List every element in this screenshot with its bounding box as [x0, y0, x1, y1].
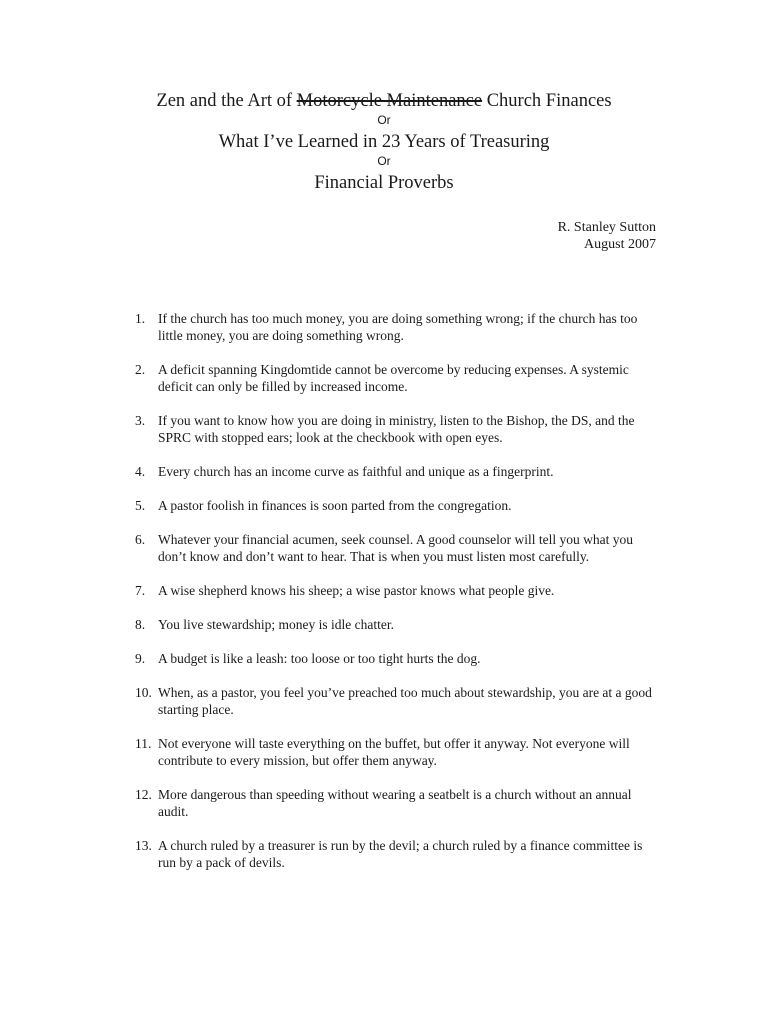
- item-text: More dangerous than speeding without wearing a seatbelt is a church without an annual audit.: [158, 787, 632, 819]
- item-text: A deficit spanning Kingdomtide cannot be overcome by reducing expenses. A systemic deficit can only be filled by increased income.: [158, 362, 629, 394]
- item-number: 8.: [135, 617, 146, 632]
- item-number: 10.: [135, 685, 152, 700]
- item-number: 11.: [135, 736, 152, 751]
- author-name: R. Stanley Sutton: [557, 220, 656, 235]
- byline: [558, 219, 656, 253]
- item-text: A pastor foolish in finances is soon parted from the congregation.: [158, 498, 512, 513]
- item-number: 9.: [135, 651, 146, 666]
- item-number: 7.: [135, 583, 146, 598]
- list-item: [135, 786, 655, 820]
- list-item: [135, 531, 655, 565]
- title-line-2: What I’ve Learned in 23 Years of Treasuring: [218, 132, 550, 152]
- item-text: A church ruled by a treasurer is run by the devil; a church ruled by a finance committee is run by a pack of devils.: [158, 838, 643, 870]
- item-text: A wise shepherd knows his sheep; a wise pastor knows what people give.: [158, 583, 555, 598]
- item-text: Whatever your financial acumen, seek counsel. A good counselor will tell you what you don’t know and don’t want to hear. That is when you must listen most carefully.: [158, 532, 633, 564]
- list-item: [135, 735, 655, 769]
- item-text: A budget is like a leash: too loose or too tight hurts the dog.: [158, 651, 481, 666]
- item-number: 12.: [135, 787, 152, 802]
- item-number: 2.: [135, 362, 146, 377]
- list-item: [135, 412, 655, 446]
- item-number: 13.: [135, 838, 152, 853]
- item-number: 4.: [135, 464, 146, 479]
- list-item: [135, 650, 655, 667]
- list-item: [135, 310, 655, 344]
- item-number: 5.: [135, 498, 146, 513]
- list-item: [135, 463, 655, 480]
- item-text: Every church has an income curve as faithful and unique as a fingerprint.: [158, 464, 554, 479]
- item-number: 3.: [135, 413, 146, 428]
- list-item: [135, 582, 655, 599]
- item-text: If you want to know how you are doing in ministry, listen to the Bishop, the DS, and the SPRC with stopped ears; look at the checkbook with open eyes.: [158, 413, 635, 445]
- list-item: [135, 616, 655, 633]
- title-block: [0, 90, 768, 194]
- struck-phrase: Motorcycle Maintenance: [296, 91, 483, 111]
- or-separator-2: Or: [377, 154, 391, 168]
- item-number: 6.: [135, 532, 146, 547]
- list-item: [135, 837, 655, 871]
- list-item: [135, 497, 655, 514]
- item-text: If the church has too much money, you are doing something wrong; if the church has too little money, you are doing something wrong.: [158, 311, 638, 343]
- item-text: Not everyone will taste everything on the buffet, but offer it anyway. Not everyone will contribute to every mission, but offer them anyway.: [158, 736, 630, 768]
- title-prefix: Zen and the Art of: [156, 91, 297, 111]
- item-text: When, as a pastor, you feel you’ve preached too much about stewardship, you are at a good starting place.: [158, 685, 652, 717]
- document-date: August 2007: [584, 237, 656, 252]
- title-line-3: Financial Proverbs: [314, 173, 454, 193]
- or-separator-1: Or: [377, 113, 391, 127]
- item-number: 1.: [135, 311, 146, 326]
- title-suffix: Church Finances: [482, 91, 612, 111]
- list-item: [135, 684, 655, 718]
- proverb-list: [135, 310, 655, 871]
- list-item: [135, 361, 655, 395]
- item-text: You live stewardship; money is idle chatter.: [158, 617, 394, 632]
- title-line-1: [0, 90, 768, 112]
